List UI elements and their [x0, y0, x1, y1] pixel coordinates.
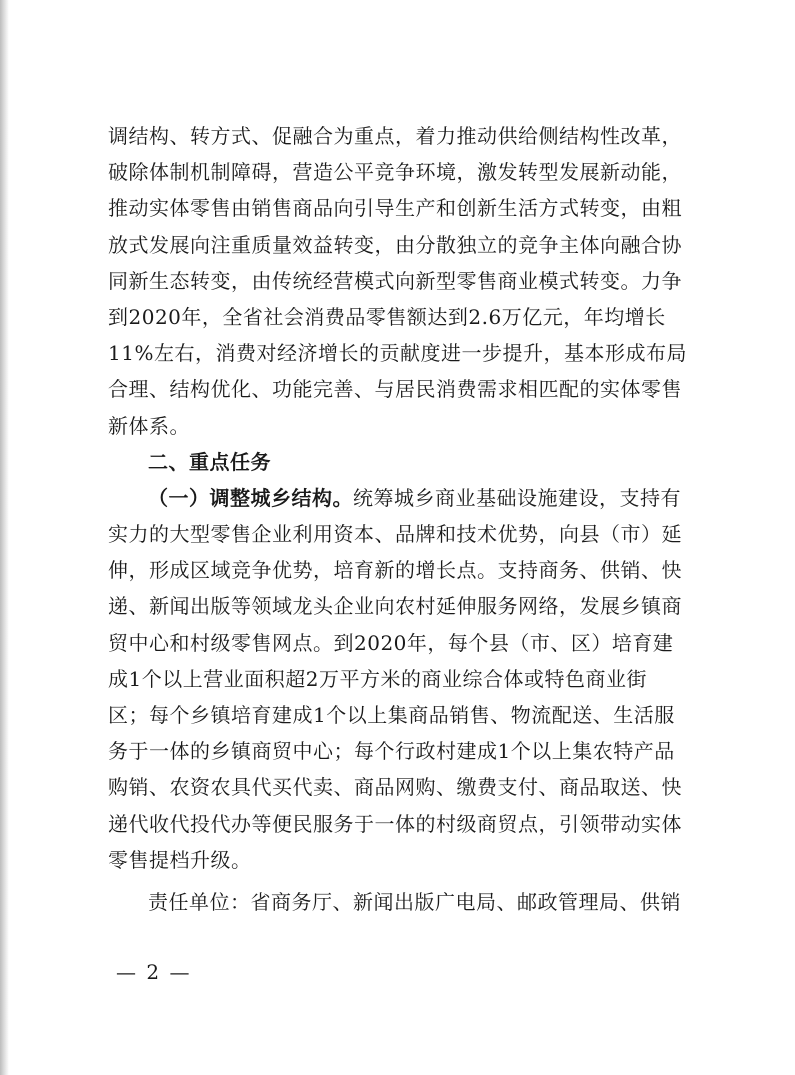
paragraph-overview [108, 118, 708, 444]
text-line: 贸中心和村级零售网点。到2020年，每个县（市、区）培育建 [108, 630, 674, 655]
text-line: 放式发展向注重质量效益转变，由分散独立的竞争主体向融合协 [108, 232, 682, 257]
text-line: 成1个以上营业面积超2万平方米的商业综合体或特色商业街 [108, 666, 647, 691]
document-body [108, 118, 708, 920]
text-line: 11%左右，消费对经济增长的贡献度进一步提升，基本形成布局 [108, 341, 687, 366]
text-line: 合理、结构优化、功能完善、与居民消费需求相匹配的实体零售 [108, 377, 682, 402]
text-line: 递代收代投代办等便民服务于一体的村级商贸点，引领带动实体 [108, 811, 682, 836]
text-line: 零售提档升级。 [108, 847, 252, 872]
scan-page-edge [0, 0, 9, 1075]
text-line: 破除体制机制障碍，营造公平竞争环境，激发转型发展新动能， [108, 160, 682, 185]
text-line: 区；每个乡镇培育建成1个以上集商品销售、物流配送、生活服 [108, 703, 675, 727]
text-line: 伸，形成区域竞争优势，培育新的增长点。支持商务、供销、快 [108, 558, 682, 583]
responsibility-line: 责任单位：省商务厅、新闻出版广电局、邮政管理局、供销 [148, 889, 681, 914]
text-line: 同新生态转变，由传统经营模式向新型零售商业模式转变。力争 [108, 268, 682, 293]
page-number: — 2 — [116, 960, 192, 984]
text-line: 到2020年，全省社会消费品零售额达到2.6万亿元，年均增长 [108, 304, 666, 329]
paragraph-urban-rural [108, 480, 708, 878]
text-line: 推动实体零售由销售商品向引导生产和创新生活方式转变，由粗 [108, 196, 682, 221]
text-line: 新体系。 [108, 413, 190, 438]
text-line: 实力的大型零售企业利用资本、品牌和技术优势，向县（市）延 [108, 522, 682, 547]
text-line: 调结构、转方式、促融合为重点，着力推动供给侧结构性改革， [108, 124, 682, 148]
text-line: 务于一体的乡镇商贸中心；每个行政村建成1个以上集农特产品 [108, 739, 675, 764]
text-run: 统筹城乡商业基础设施建设，支持有 [353, 485, 681, 510]
paragraph-lead-line [108, 480, 708, 516]
text-line: 购销、农资农具代买代卖、商品网购、缴费支付、商品取送、快 [108, 775, 682, 800]
section-heading: 二、重点任务 [148, 449, 271, 474]
text-line: 递、新闻出版等领域龙头企业向农村延伸服务网络，发展乡镇商 [108, 594, 682, 619]
subsection-title: （一）调整城乡结构。 [148, 485, 353, 510]
